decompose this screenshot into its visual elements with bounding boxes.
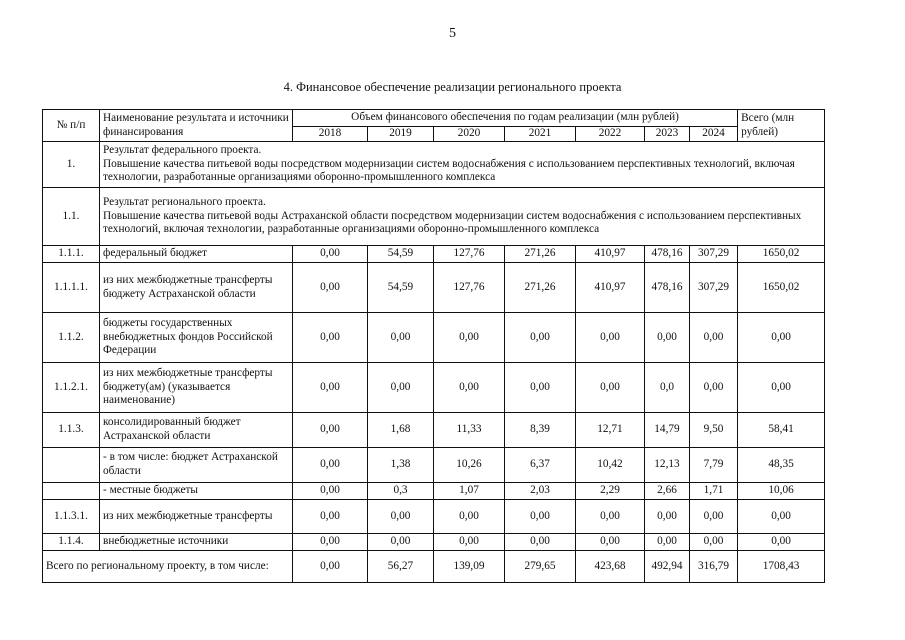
value-cell: 0,00 — [690, 363, 738, 413]
header-name: Наименование результата и источники финансирования — [100, 110, 293, 142]
value-cell: 0,00 — [434, 500, 505, 534]
header-year: 2024 — [690, 127, 738, 142]
result-text-content: Результат федерального проекта. Повышение качества питьевой воды посредством модернизации систем водоснабжения с использованием перспективных технологий, включая технологии, разработанные организациями оборонно-промышленного комплекса — [103, 143, 795, 184]
total-cell: 0,00 — [738, 500, 825, 534]
header-year: 2018 — [293, 127, 368, 142]
value-cell: 0,00 — [293, 413, 368, 448]
table-row — [43, 448, 825, 483]
result-text — [100, 188, 825, 246]
grand-total-value: 316,79 — [690, 551, 738, 583]
total-cell: 1650,02 — [738, 246, 825, 263]
value-cell: 1,68 — [368, 413, 434, 448]
row-num — [43, 448, 100, 483]
value-cell: 0,00 — [576, 313, 645, 363]
value-cell: 0,00 — [293, 448, 368, 483]
result-num: 1. — [43, 142, 100, 188]
table-row — [43, 413, 825, 448]
table-row — [43, 263, 825, 313]
value-cell: 9,50 — [690, 413, 738, 448]
row-name: внебюджетные источники — [100, 534, 293, 551]
value-cell: 0,3 — [368, 483, 434, 500]
value-cell: 0,00 — [368, 534, 434, 551]
value-cell: 271,26 — [505, 246, 576, 263]
row-num: 1.1.4. — [43, 534, 100, 551]
value-cell: 307,29 — [690, 263, 738, 313]
value-cell: 0,00 — [645, 313, 690, 363]
grand-total-value: 0,00 — [293, 551, 368, 583]
value-cell: 14,79 — [645, 413, 690, 448]
table-row — [43, 363, 825, 413]
header-num: № п/п — [43, 110, 100, 142]
grand-total-sum: 1708,43 — [738, 551, 825, 583]
value-cell: 0,00 — [690, 500, 738, 534]
total-cell: 10,06 — [738, 483, 825, 500]
value-cell: 0,00 — [293, 500, 368, 534]
total-cell: 0,00 — [738, 534, 825, 551]
value-cell: 478,16 — [645, 263, 690, 313]
grand-total-label: Всего по региональному проекту, в том числе: — [43, 551, 293, 583]
row-num — [43, 483, 100, 500]
row-name: из них межбюджетные трансферты — [100, 500, 293, 534]
value-cell: 0,00 — [368, 500, 434, 534]
value-cell: 2,66 — [645, 483, 690, 500]
value-cell: 0,00 — [293, 313, 368, 363]
value-cell: 0,00 — [690, 313, 738, 363]
value-cell: 0,00 — [293, 363, 368, 413]
total-cell: 0,00 — [738, 363, 825, 413]
value-cell: 0,00 — [293, 534, 368, 551]
value-cell: 0,00 — [505, 534, 576, 551]
value-cell: 127,76 — [434, 246, 505, 263]
total-cell: 58,41 — [738, 413, 825, 448]
page-number: 5 — [449, 26, 456, 41]
result-text-content: Результат регионального проекта. Повышение качества питьевой воды Астраханской области посредством модернизации систем водоснабжения с использованием перспективных технологий, включая технологии, разработанные организациями оборонно-промышленного комплекса — [103, 195, 802, 236]
value-cell: 7,79 — [690, 448, 738, 483]
total-cell: 48,35 — [738, 448, 825, 483]
grand-total-row — [43, 551, 825, 583]
grand-total-value: 423,68 — [576, 551, 645, 583]
value-cell: 2,03 — [505, 483, 576, 500]
value-cell: 271,26 — [505, 263, 576, 313]
value-cell: 0,00 — [505, 313, 576, 363]
result-row — [43, 188, 825, 246]
value-cell: 0,00 — [293, 263, 368, 313]
row-num: 1.1.1.1. — [43, 263, 100, 313]
header-total: Всего (млн рублей) — [738, 110, 825, 142]
value-cell: 0,00 — [576, 534, 645, 551]
row-name: консолидированный бюджет Астраханской области — [100, 413, 293, 448]
value-cell: 410,97 — [576, 263, 645, 313]
table-row — [43, 483, 825, 500]
row-num: 1.1.2. — [43, 313, 100, 363]
value-cell: 0,00 — [505, 363, 576, 413]
table-row — [43, 534, 825, 551]
value-cell: 0,00 — [645, 500, 690, 534]
value-cell: 0,00 — [368, 363, 434, 413]
row-num: 1.1.1. — [43, 246, 100, 263]
grand-total-value: 279,65 — [505, 551, 576, 583]
value-cell: 2,29 — [576, 483, 645, 500]
row-num: 1.1.3. — [43, 413, 100, 448]
header-year: 2019 — [368, 127, 434, 142]
value-cell: 6,37 — [505, 448, 576, 483]
row-name: из них межбюджетные трансферты бюджету(ам) (указывается наименование) — [100, 363, 293, 413]
value-cell: 8,39 — [505, 413, 576, 448]
value-cell: 0,00 — [293, 246, 368, 263]
section-title: 4. Финансовое обеспечение реализации регионального проекта — [283, 80, 622, 94]
value-cell: 0,00 — [434, 313, 505, 363]
value-cell: 54,59 — [368, 263, 434, 313]
value-cell: 0,00 — [645, 534, 690, 551]
row-name: из них межбюджетные трансферты бюджету Астраханской области — [100, 263, 293, 313]
financing-table — [42, 109, 825, 583]
result-row — [43, 142, 825, 188]
header-year: 2021 — [505, 127, 576, 142]
table-row — [43, 500, 825, 534]
row-num: 1.1.2.1. — [43, 363, 100, 413]
value-cell: 0,00 — [576, 363, 645, 413]
grand-total-value: 492,94 — [645, 551, 690, 583]
table-row — [43, 246, 825, 263]
row-name: - местные бюджеты — [100, 483, 293, 500]
header-volume: Объем финансового обеспечения по годам реализации (млн рублей) — [293, 110, 738, 127]
value-cell: 10,26 — [434, 448, 505, 483]
value-cell: 0,00 — [576, 500, 645, 534]
result-text — [100, 142, 825, 188]
row-name: - в том числе: бюджет Астраханской области — [100, 448, 293, 483]
value-cell: 0,00 — [690, 534, 738, 551]
value-cell: 0,00 — [434, 534, 505, 551]
value-cell: 11,33 — [434, 413, 505, 448]
value-cell: 10,42 — [576, 448, 645, 483]
value-cell: 307,29 — [690, 246, 738, 263]
grand-total-value: 56,27 — [368, 551, 434, 583]
value-cell: 127,76 — [434, 263, 505, 313]
header-year: 2023 — [645, 127, 690, 142]
total-cell: 0,00 — [738, 313, 825, 363]
row-num: 1.1.3.1. — [43, 500, 100, 534]
value-cell: 0,00 — [293, 483, 368, 500]
total-cell: 1650,02 — [738, 263, 825, 313]
value-cell: 0,00 — [434, 363, 505, 413]
result-num: 1.1. — [43, 188, 100, 246]
value-cell: 12,13 — [645, 448, 690, 483]
value-cell: 0,00 — [505, 500, 576, 534]
header-year: 2020 — [434, 127, 505, 142]
value-cell: 1,38 — [368, 448, 434, 483]
value-cell: 12,71 — [576, 413, 645, 448]
header-year: 2022 — [576, 127, 645, 142]
row-name: федеральный бюджет — [100, 246, 293, 263]
grand-total-value: 139,09 — [434, 551, 505, 583]
value-cell: 478,16 — [645, 246, 690, 263]
value-cell: 1,71 — [690, 483, 738, 500]
row-name: бюджеты государственных внебюджетных фондов Российской Федерации — [100, 313, 293, 363]
value-cell: 54,59 — [368, 246, 434, 263]
value-cell: 1,07 — [434, 483, 505, 500]
value-cell: 0,0 — [645, 363, 690, 413]
value-cell: 0,00 — [368, 313, 434, 363]
table-row — [43, 313, 825, 363]
value-cell: 410,97 — [576, 246, 645, 263]
